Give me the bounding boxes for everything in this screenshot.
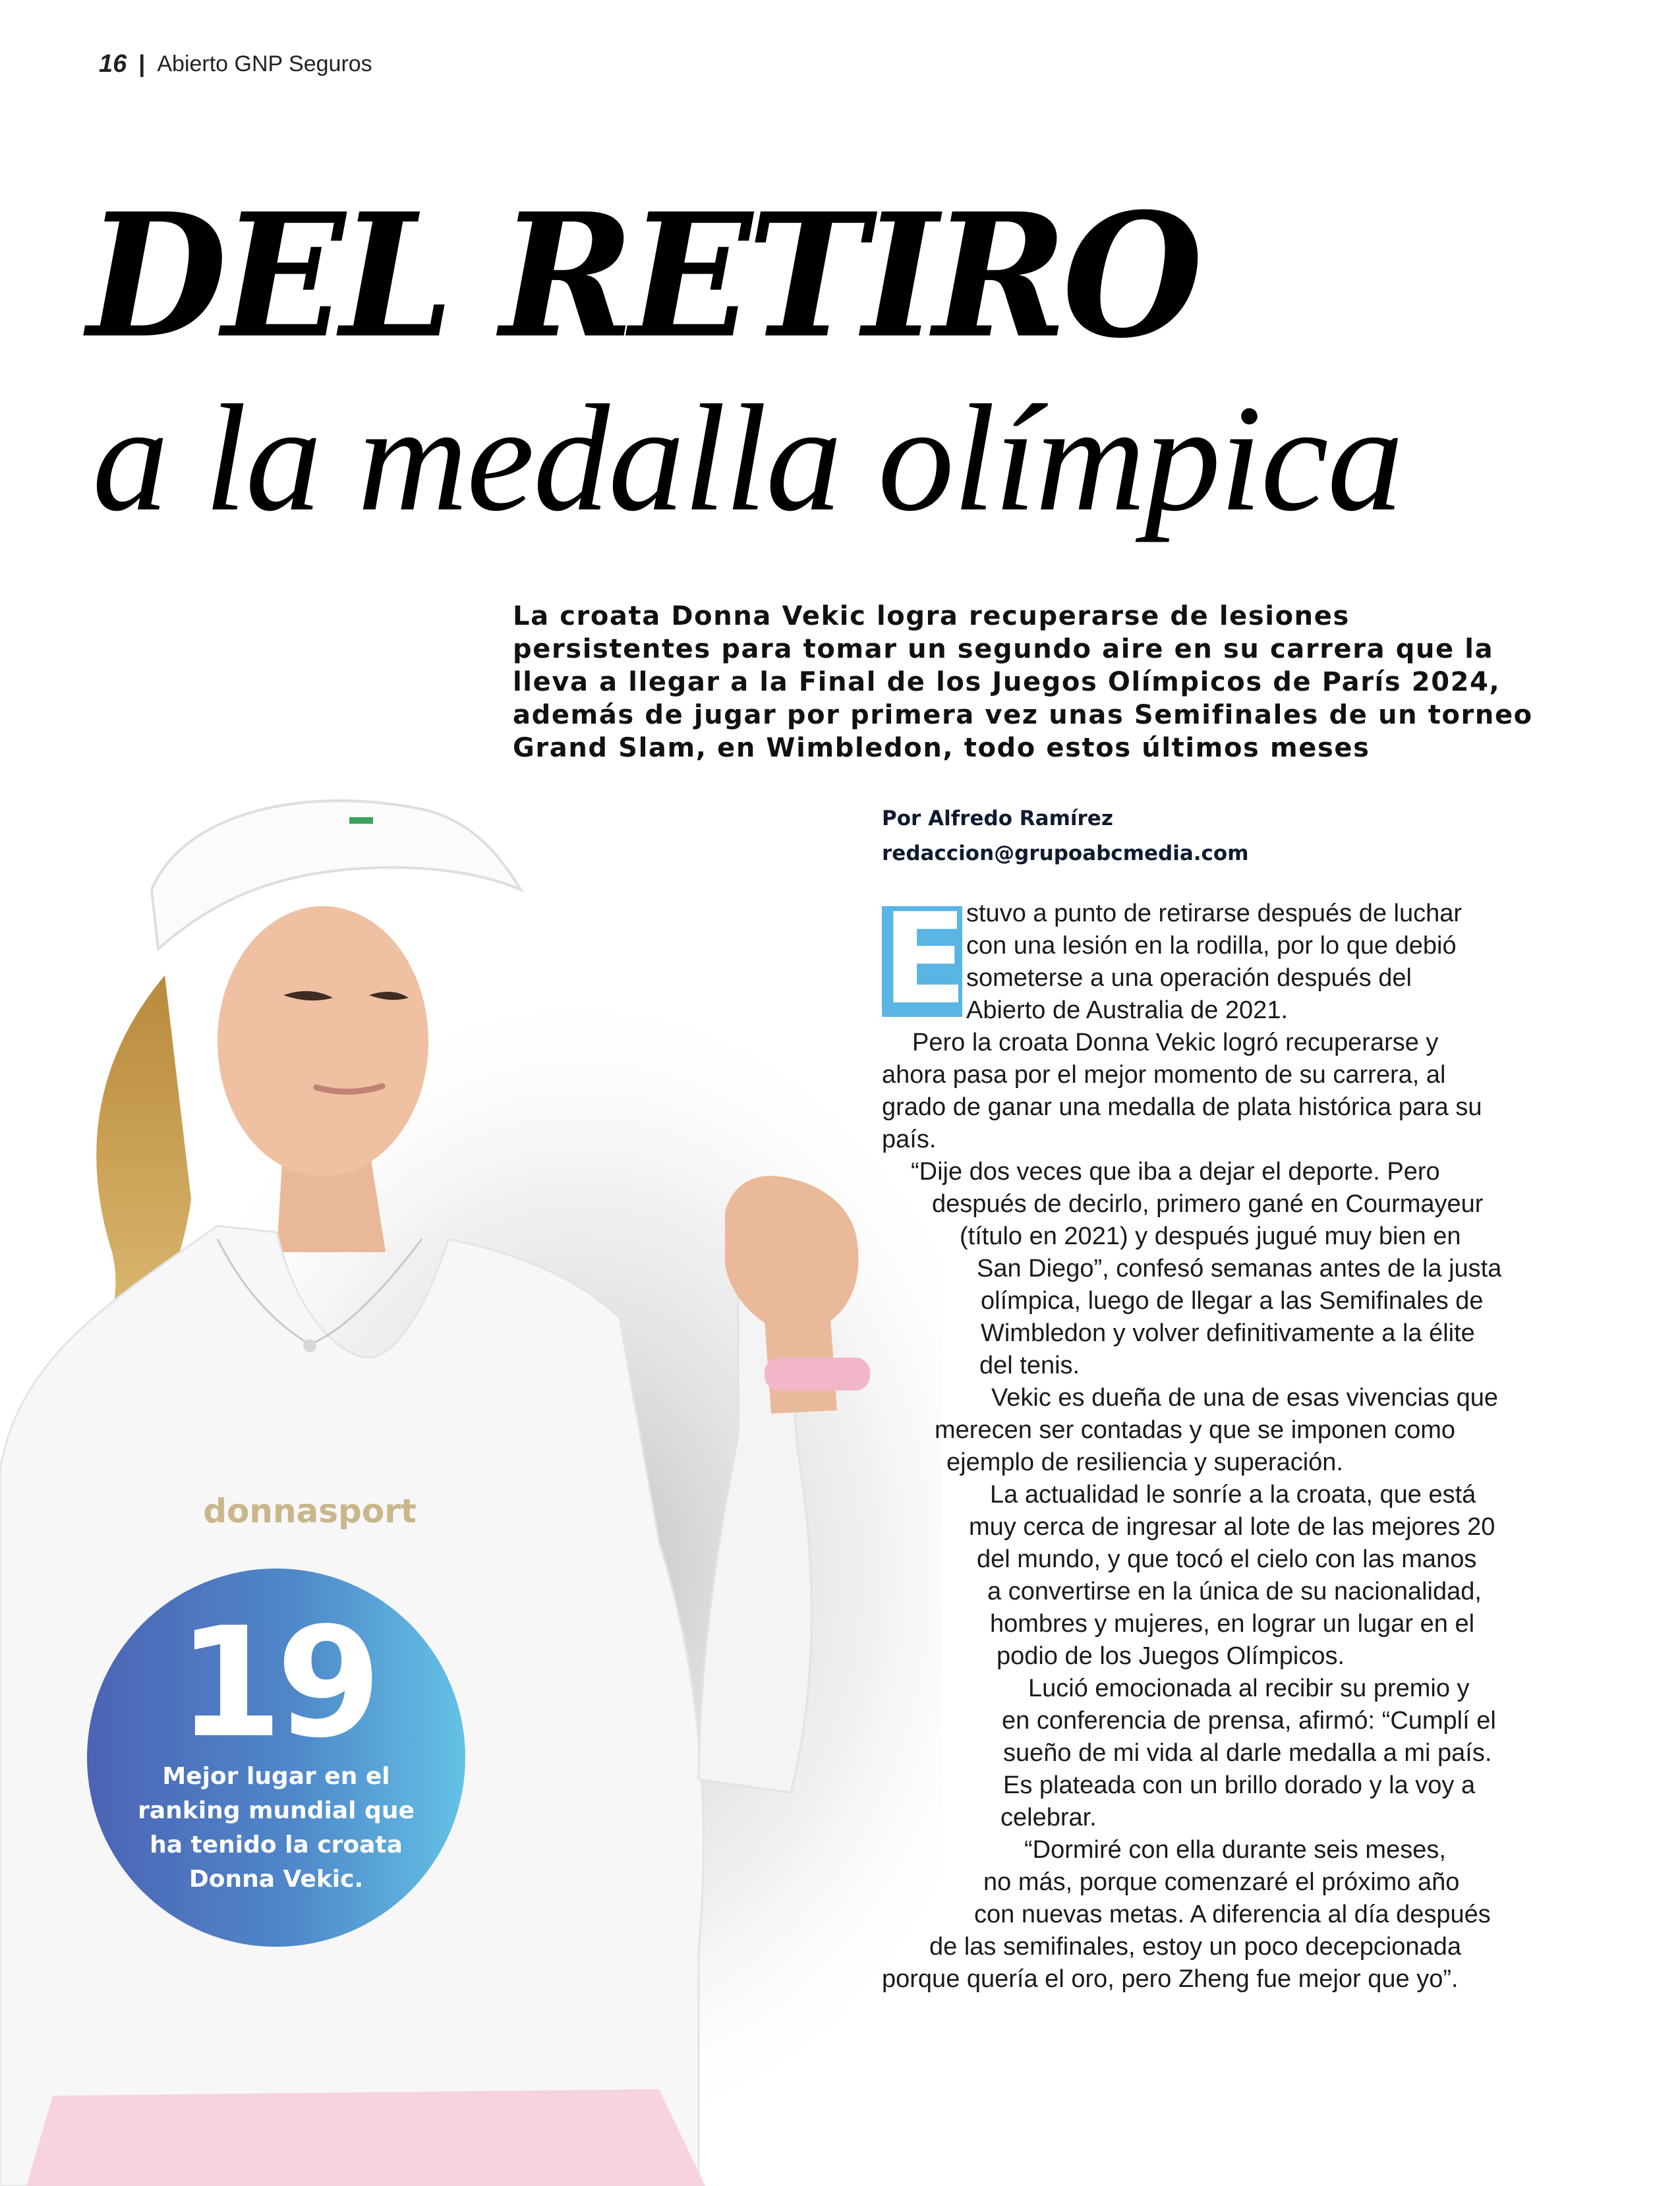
article-line: no más, porque comenzaré el próximo año	[983, 1868, 1460, 1896]
article-line: del mundo, y que tocó el cielo con las manos	[977, 1545, 1477, 1573]
byline-email: redaccion@grupoabcmedia.com	[882, 842, 1249, 865]
ranking-stat-circle	[87, 1568, 465, 1947]
pink-watch	[765, 1358, 870, 1391]
article-line: país.	[882, 1126, 937, 1153]
article-line: stuvo a punto de retirarse después de luchar	[966, 900, 1463, 927]
article-line: olímpica, luego de llegar a las Semifinales de	[981, 1287, 1484, 1315]
article-line: Lució emocionada al recibir su premio y	[1028, 1675, 1470, 1702]
article-line: (título en 2021) y después jugué muy bien en	[960, 1222, 1461, 1250]
byline	[882, 801, 1249, 871]
drop-cap	[882, 886, 968, 1032]
article-line: del tenis.	[979, 1352, 1080, 1379]
lede-paragraph: La croata Donna Vekic logra recuperarse de lesiones persistentes para tomar un segundo aire en su carrera que la lleva a llegar a la Final de los Juegos Olímpicos de París 2024, además de jugar por primera vez unas Semifinales de un torneo Grand Slam, en Wimbledon, todo estos últimos meses	[513, 601, 1533, 763]
byline-author: Por Alfredo Ramírez	[882, 807, 1113, 830]
article-line: “Dormiré con ella durante seis meses,	[1024, 1836, 1446, 1864]
article-line: con nuevas metas. A diferencia al día después	[974, 1901, 1491, 1928]
player-photo	[0, 778, 942, 2186]
face	[217, 906, 428, 1176]
article-line: podio de los Juegos Olímpicos.	[997, 1642, 1345, 1670]
article-line: después de decirlo, primero gané en Courmayeur	[932, 1190, 1484, 1218]
article-line: en conferencia de prensa, afirmó: “Cumplí el	[1002, 1707, 1496, 1735]
article-line: “Dije dos veces que iba a dejar el deporte. Pero	[911, 1158, 1440, 1186]
article-line: hombres y mujeres, en lograr un lugar en el	[990, 1610, 1475, 1638]
shirt-logo: donnasport	[203, 1492, 417, 1530]
running-header	[99, 47, 372, 80]
article-line: Es plateada con un brillo dorado y la voy a	[1003, 1771, 1476, 1799]
article-line: merecen ser contadas y que se imponen como	[935, 1416, 1455, 1444]
article-line: de las semifinales, estoy un poco decepcionada	[929, 1933, 1461, 1961]
article-line: grado de ganar una medalla de plata histórica para su	[882, 1093, 1482, 1121]
article-line: ahora pasa por el mejor momento de su carrera, al	[882, 1061, 1446, 1089]
pink-skirt	[26, 2089, 705, 2186]
article-line: con una lesión en la rodilla, por lo que debió	[966, 932, 1457, 960]
publication-name: Abierto GNP Seguros	[157, 51, 372, 76]
header-separator: |	[138, 50, 146, 77]
article-line: Pero la croata Donna Vekic logró recuperarse y	[912, 1029, 1439, 1056]
article-line: San Diego”, confesó semanas antes de la justa	[977, 1255, 1502, 1282]
article-line: a convertirse en la única de su nacionalidad,	[987, 1578, 1482, 1605]
article-line: Vekic es dueña de una de esas vivencias que	[991, 1384, 1498, 1412]
headline-subtitle: a la medalla olímpica	[92, 374, 1403, 543]
drop-cap-letter: E	[882, 886, 968, 1032]
article-line: ejemplo de resiliencia y superación.	[946, 1449, 1343, 1476]
article-line: La actualidad le sonríe a la croata, que está	[990, 1481, 1476, 1509]
ranking-number: 19	[177, 1596, 376, 1771]
article-line: Abierto de Australia de 2021.	[966, 996, 1289, 1024]
ranking-caption: Mejor lugar en el ranking mundial que ha tenido la croata Donna Vekic.	[138, 1763, 415, 1893]
headline: DEL RETIRO	[87, 176, 1198, 376]
article-line: Wimbledon y volver definitivamente a la élite	[981, 1319, 1475, 1347]
article-line: sueño de mi vida al darle medalla a mi país.	[1003, 1739, 1492, 1767]
article-line: someterse a una operación después del	[966, 964, 1412, 992]
article-line: muy cerca de ingresar al lote de las mejores 20	[969, 1513, 1495, 1541]
article-line: porque quería el oro, pero Zheng fue mejor que yo”.	[882, 1965, 1459, 1993]
necklace-pendant	[303, 1339, 316, 1352]
page-number: 16	[99, 49, 127, 78]
article-line: celebrar.	[1000, 1804, 1097, 1831]
visor-flag	[349, 817, 373, 824]
